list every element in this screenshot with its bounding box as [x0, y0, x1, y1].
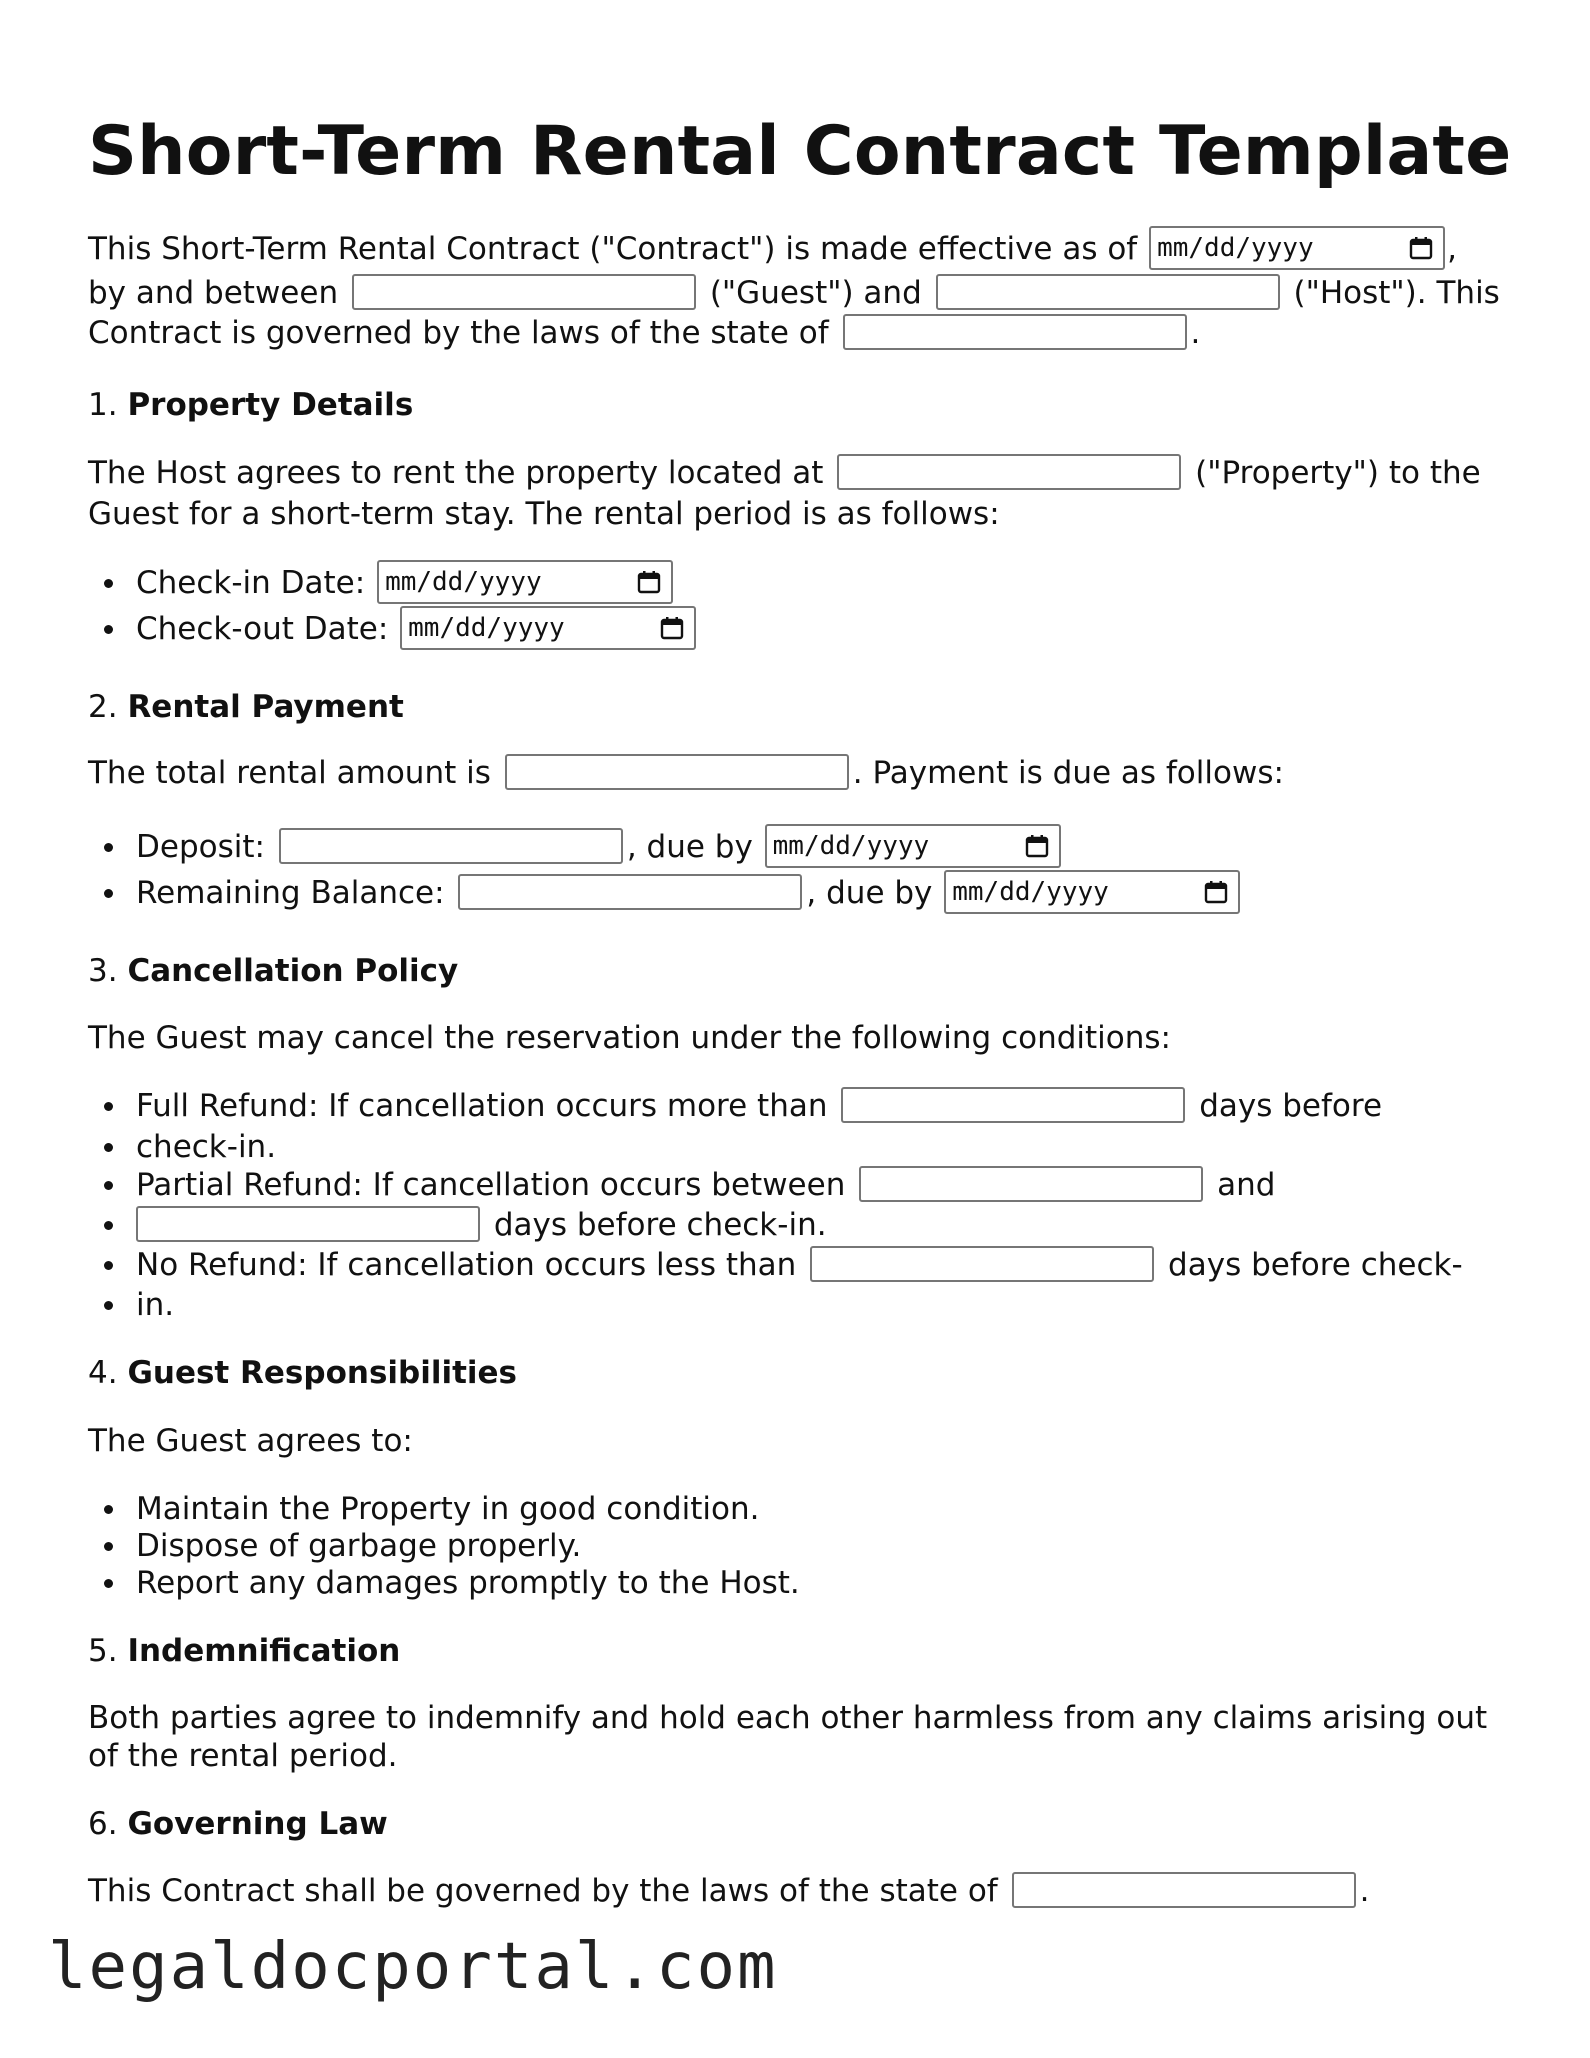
list-item-partial-refund — [136, 1164, 1275, 1206]
calendar-icon[interactable] — [1204, 880, 1228, 904]
calendar-icon[interactable] — [1409, 236, 1433, 260]
date-placeholder: mm/dd/yyyy — [385, 566, 542, 597]
date-placeholder: mm/dd/yyyy — [1157, 232, 1314, 263]
section-number: 2. — [88, 689, 118, 725]
s5-line-1: Both parties agree to indemnify and hold each other harmless from any claims arising out — [88, 1700, 1488, 1736]
s4-line-1: The Guest agrees to: — [88, 1423, 413, 1459]
s1-line-1 — [88, 452, 1481, 494]
section-number: 1. — [88, 387, 118, 423]
remaining-due-date-field[interactable] — [944, 870, 1240, 914]
checkout-date-field[interactable] — [400, 606, 696, 650]
no-refund-text: in. — [136, 1287, 175, 1323]
partial-refund-min-field[interactable] — [859, 1166, 1203, 1202]
partial-refund-text: and — [1217, 1167, 1276, 1203]
intro-line-3 — [88, 312, 1200, 354]
section-heading-1 — [88, 384, 413, 426]
effective-date-field[interactable] — [1149, 226, 1445, 270]
list-item-checkout — [136, 608, 698, 653]
no-refund-text: days before check- — [1168, 1247, 1463, 1283]
guest-name-field[interactable] — [352, 274, 696, 310]
brand-watermark: legaldocportal.com — [48, 1930, 778, 2004]
full-refund-text: days before — [1199, 1088, 1383, 1124]
calendar-icon[interactable] — [637, 570, 661, 594]
partial-refund-text: days before check-in. — [493, 1207, 827, 1243]
intro-line-2 — [88, 272, 1500, 314]
s1-text: The Host agrees to rent the property located at — [88, 455, 824, 491]
intro-text: Contract is governed by the laws of the state of — [88, 315, 829, 351]
intro-text: ("Host"). This — [1293, 275, 1500, 311]
s2-text: The total rental amount is — [88, 755, 491, 791]
list-item: Maintain the Property in good condition. — [136, 1488, 759, 1530]
intro-line-1 — [88, 228, 1457, 273]
deposit-due-date-field[interactable] — [765, 824, 1061, 868]
section-heading-4 — [88, 1352, 517, 1394]
due-by-text: , due by — [806, 875, 933, 911]
section-heading-5 — [88, 1630, 400, 1672]
date-placeholder: mm/dd/yyyy — [952, 876, 1109, 907]
full-refund-text: check-in. — [136, 1129, 277, 1165]
section-number: 3. — [88, 953, 118, 989]
section-number: 4. — [88, 1355, 118, 1391]
s5-line-2: of the rental period. — [88, 1738, 398, 1774]
list-item-deposit — [136, 826, 1063, 871]
list-item-no-refund-cont — [136, 1284, 174, 1326]
partial-refund-text: Partial Refund: If cancellation occurs between — [136, 1167, 846, 1203]
period: . — [1359, 1873, 1370, 1909]
calendar-icon[interactable] — [660, 616, 684, 640]
comma: , — [1447, 231, 1457, 267]
section-heading-6 — [88, 1803, 388, 1845]
section-number: 6. — [88, 1806, 118, 1842]
section-title: Guest Responsibilities — [127, 1355, 518, 1391]
s2-text: . Payment is due as follows: — [852, 755, 1284, 791]
remaining-label: Remaining Balance: — [136, 875, 445, 911]
list-item-remaining — [136, 872, 1242, 917]
calendar-icon[interactable] — [1025, 834, 1049, 858]
s6-line-1 — [88, 1870, 1369, 1912]
no-refund-text: No Refund: If cancellation occurs less than — [136, 1247, 797, 1283]
deposit-label: Deposit: — [136, 829, 265, 865]
section-title: Rental Payment — [127, 689, 404, 725]
intro-text: by and between — [88, 275, 339, 311]
list-item: Dispose of garbage properly. — [136, 1525, 581, 1567]
property-address-field[interactable] — [837, 454, 1181, 490]
intro-text: This Short-Term Rental Contract ("Contract") is made effective as of — [88, 231, 1138, 267]
list-item: Report any damages promptly to the Host. — [136, 1562, 800, 1604]
remaining-amount-field[interactable] — [458, 874, 802, 910]
checkin-label: Check-in Date: — [136, 565, 366, 601]
s1-line-2: Guest for a short-term stay. The rental period is as follows: — [88, 496, 1000, 532]
no-refund-days-field[interactable] — [810, 1246, 1154, 1282]
s3-line-1: The Guest may cancel the reservation under the following conditions: — [88, 1020, 1172, 1056]
checkin-date-field[interactable] — [377, 560, 673, 604]
section-heading-3 — [88, 950, 458, 992]
section-title: Cancellation Policy — [127, 953, 459, 989]
s6-text: This Contract shall be governed by the laws of the state of — [88, 1873, 998, 1909]
date-placeholder: mm/dd/yyyy — [772, 830, 930, 861]
checkout-label: Check-out Date: — [136, 611, 389, 647]
full-refund-days-field[interactable] — [841, 1087, 1185, 1123]
section-heading-2 — [88, 686, 404, 728]
s1-text: ("Property") to the — [1195, 455, 1481, 491]
partial-refund-max-field[interactable] — [136, 1206, 480, 1242]
period: . — [1190, 315, 1201, 351]
section-title: Property Details — [127, 387, 414, 423]
governing-law-state-field[interactable] — [1012, 1872, 1356, 1908]
s2-line-1 — [88, 752, 1284, 794]
intro-text: ("Guest") and — [709, 275, 922, 311]
full-refund-text: Full Refund: If cancellation occurs more than — [136, 1088, 828, 1124]
list-item-partial-refund-cont — [136, 1204, 827, 1246]
list-item-checkin — [136, 562, 675, 607]
list-item-full-refund — [136, 1085, 1382, 1127]
governing-state-field[interactable] — [843, 314, 1187, 350]
section-title: Indemnification — [127, 1633, 401, 1669]
list-item-full-refund-cont — [136, 1126, 276, 1168]
deposit-amount-field[interactable] — [279, 828, 623, 864]
section-title: Governing Law — [127, 1806, 388, 1842]
host-name-field[interactable] — [936, 274, 1280, 310]
date-placeholder: mm/dd/yyyy — [408, 612, 565, 643]
list-item-no-refund — [136, 1244, 1463, 1286]
total-amount-field[interactable] — [505, 754, 849, 790]
due-by-text: , due by — [626, 829, 753, 865]
page-title: Short-Term Rental Contract Template — [88, 112, 1512, 191]
section-number: 5. — [88, 1633, 118, 1669]
